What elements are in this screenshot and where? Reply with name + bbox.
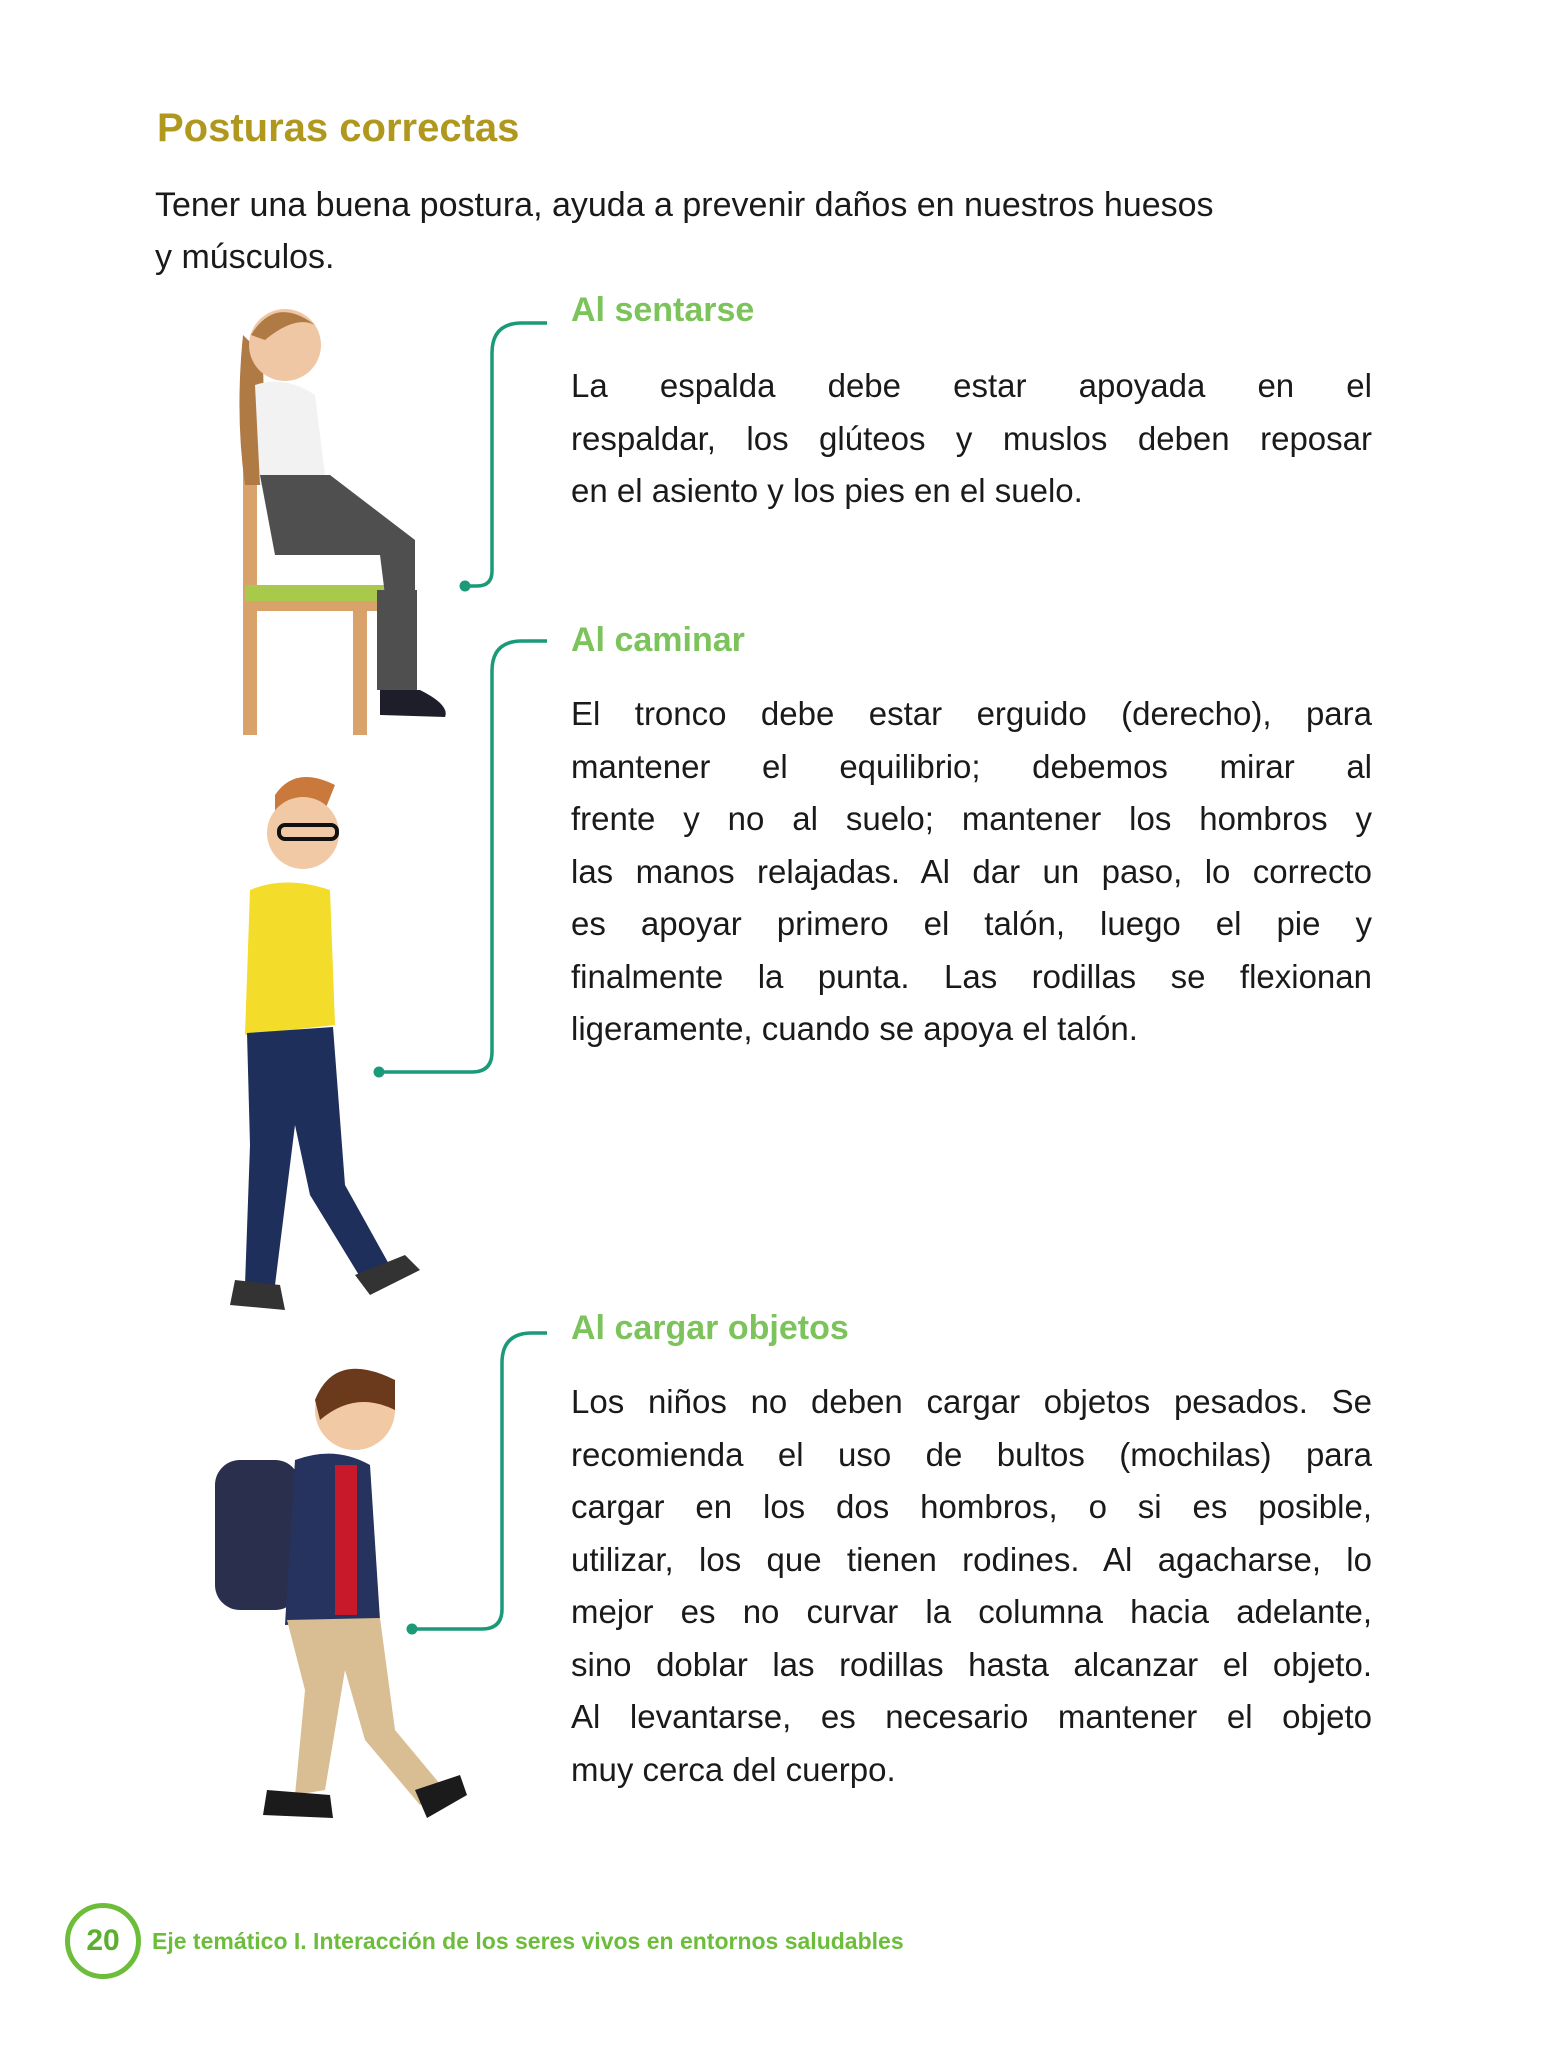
text-line: cargar en los dos hombros, o si es posible,: [571, 1488, 1372, 1525]
text-line: El tronco debe estar erguido (derecho), para: [571, 695, 1372, 732]
heading-sitting: Al sentarse: [571, 291, 755, 329]
page-number: 20: [65, 1903, 141, 1979]
text-line: La espalda debe estar apoyada en el: [571, 367, 1372, 404]
text-line: mantener el equilibrio; debemos mirar al: [571, 747, 1372, 785]
boy-walking-image: [205, 765, 425, 1330]
text-line: ligeramente, cuando se apoya el talón.: [571, 1010, 1138, 1047]
page-title: Posturas correctas: [157, 106, 520, 150]
intro-line: Tener una buena postura, ayuda a prevenir daños en nuestros huesos: [155, 186, 1214, 224]
heading-walking: Al caminar: [571, 621, 745, 659]
heading-carrying: Al cargar objetos: [571, 1309, 849, 1347]
text-line: en el asiento y los pies en el suelo.: [571, 472, 1083, 509]
paragraph-walking: [571, 688, 1372, 1056]
connector-sitting: [465, 323, 547, 586]
paragraph-sitting: [571, 360, 1372, 518]
text-line: muy cerca del cuerpo.: [571, 1750, 896, 1788]
text-line: sino doblar las rodillas hasta alcanzar el objeto.: [571, 1645, 1372, 1683]
paragraph-carrying: [571, 1376, 1372, 1796]
text-line: respaldar, los glúteos y muslos deben reposar: [571, 419, 1372, 457]
text-line: mejor es no curvar la columna hacia adelante,: [571, 1593, 1372, 1630]
text-line: finalmente la punta. Las rodillas se flexionan: [571, 957, 1372, 995]
text-line: utilizar, los que tienen rodines. Al agacharse, lo: [571, 1540, 1372, 1578]
text-line: es apoyar primero el talón, luego el pie y: [571, 905, 1372, 942]
text-line: frente y no al suelo; mantener los hombros y: [571, 800, 1372, 837]
text-line: Los niños no deben cargar objetos pesados. Se: [571, 1383, 1372, 1420]
footer-chapter-title: Eje temático I. Interacción de los seres vivos en entornos saludables: [152, 1928, 904, 1954]
text-line: recomienda el uso de bultos (mochilas) para: [571, 1435, 1372, 1473]
text-line: las manos relajadas. Al dar un paso, lo correcto: [571, 852, 1372, 890]
girl-sitting-image: [215, 295, 465, 745]
intro-line: y músculos.: [155, 238, 335, 276]
text-line: Al levantarse, es necesario mantener el objeto: [571, 1698, 1372, 1735]
boy-backpack-image: [205, 1350, 475, 1840]
